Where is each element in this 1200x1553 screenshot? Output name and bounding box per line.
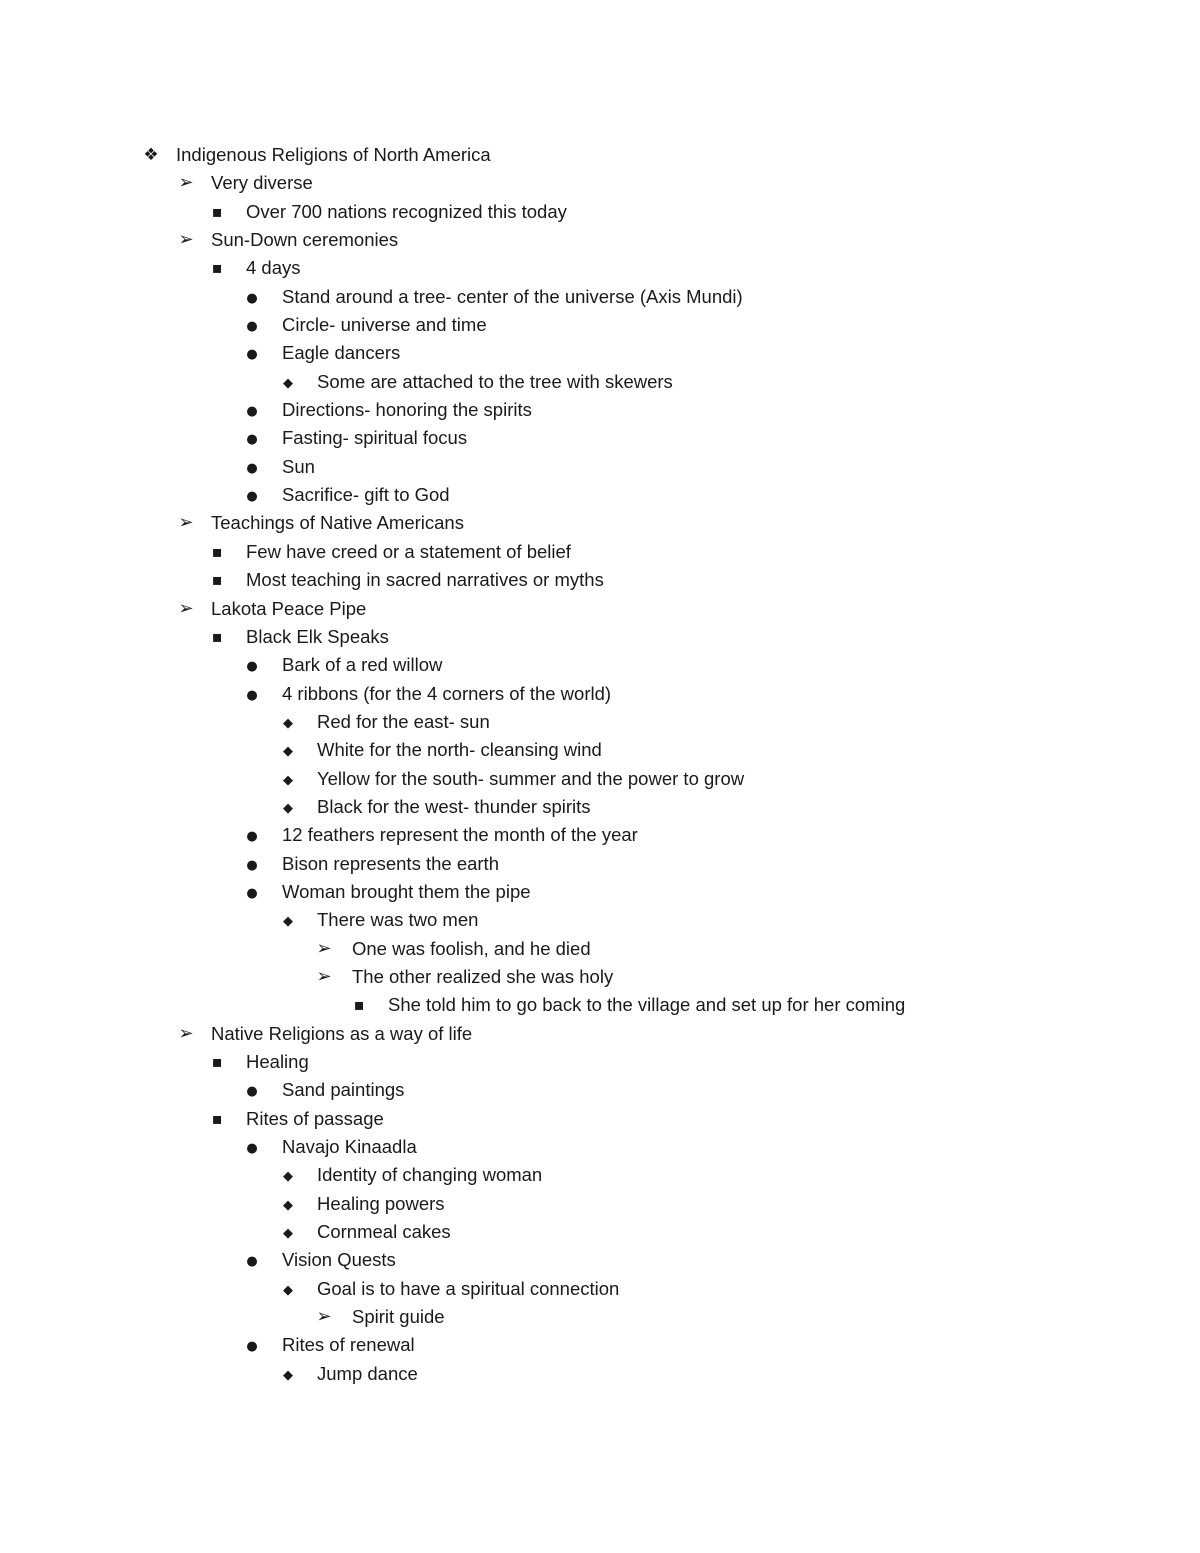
outline-item [0,254,1200,282]
diamond-bullet-icon [277,1275,299,1305]
round-bullet-icon [241,1331,263,1361]
outline-item [0,623,1200,651]
outline-item-text: The other realized she was holy [352,965,614,987]
outline-item-text: Over 700 nations recognized this today [246,200,567,222]
outline-item [0,1190,1200,1218]
outline-item [0,793,1200,821]
outline-item [0,708,1200,736]
outline-item-text: Black Elk Speaks [246,625,389,647]
outline-item-text: Healing [246,1051,309,1072]
bullet-outline [0,141,1200,1388]
outline-item-text: White for the north- cleansing wind [317,739,602,761]
outline-item [0,651,1200,679]
outline-item [0,1275,1200,1303]
outline-item-text: 4 days [246,257,301,279]
four-diamond-star-bullet-icon [140,141,162,169]
outline-item-text: Navajo Kinaadla [282,1136,417,1158]
diamond-bullet-icon [277,1360,299,1390]
outline-item-text: Indigenous Religions of North America [176,144,491,165]
round-bullet-icon [241,481,263,511]
outline-item [0,595,1200,623]
round-bullet-icon [241,453,263,483]
outline-item-text: Sand paintings [282,1079,405,1101]
arrowhead-bullet-icon [175,595,197,623]
round-bullet-icon [241,878,263,908]
outline-item [0,878,1200,906]
outline-item-text: Sacrifice- gift to God [282,484,450,506]
outline-item-text: Rites of renewal [282,1334,415,1356]
diamond-bullet-icon [277,708,299,738]
diamond-bullet-icon [277,736,299,766]
square-bullet-icon [206,198,228,226]
outline-item [0,509,1200,537]
arrowhead-bullet-icon [313,1303,335,1331]
square-bullet-icon [206,623,228,651]
outline-item-text: Spirit guide [352,1306,445,1328]
outline-item [0,1076,1200,1104]
outline-item [0,963,1200,991]
outline-item-text: 12 feathers represent the month of the year [282,824,638,846]
outline-item [0,1133,1200,1161]
outline-item [0,935,1200,963]
outline-item-text: Cornmeal cakes [317,1221,451,1243]
outline-item-text: 4 ribbons (for the 4 corners of the world) [282,682,612,704]
outline-item-text: Sun-Down ceremonies [211,229,399,251]
outline-item-text: Some are attached to the tree with skewers [317,370,673,392]
outline-item-text: Black for the west- thunder spirits [317,795,591,817]
diamond-bullet-icon [277,1218,299,1248]
outline-item-text: Eagle dancers [282,342,401,364]
round-bullet-icon [241,1246,263,1276]
round-bullet-icon [241,311,263,341]
arrowhead-bullet-icon [313,935,335,963]
arrowhead-bullet-icon [175,226,197,254]
round-bullet-icon [241,850,263,880]
round-bullet-icon [241,1133,263,1163]
diamond-bullet-icon [277,765,299,795]
outline-item [0,765,1200,793]
outline-item [0,850,1200,878]
outline-item [0,1331,1200,1359]
outline-item-text: Bison represents the earth [282,852,499,874]
round-bullet-icon [241,396,263,426]
outline-item-text: Native Religions as a way of life [211,1022,473,1044]
outline-item-text: Yellow for the south- summer and the power to grow [317,767,745,789]
round-bullet-icon [241,283,263,313]
outline-item-text: Fasting- spiritual focus [282,427,468,449]
diamond-bullet-icon [277,1190,299,1220]
square-bullet-icon [206,538,228,566]
arrowhead-bullet-icon [313,963,335,991]
outline-item-text: Directions- honoring the spirits [282,399,532,421]
square-bullet-icon [206,1048,228,1076]
outline-item [0,141,1200,169]
outline-item [0,1218,1200,1246]
outline-item-text: Rites of passage [246,1107,384,1129]
outline-item-text: Lakota Peace Pipe [211,597,367,619]
outline-item [0,906,1200,934]
square-bullet-icon [206,566,228,594]
outline-item [0,396,1200,424]
outline-item-text: Woman brought them the pipe [282,880,531,902]
outline-item-text: One was foolish, and he died [352,937,591,959]
outline-item-text: Goal is to have a spiritual connection [317,1277,620,1299]
round-bullet-icon [241,424,263,454]
outline-item [0,991,1200,1019]
outline-item [0,481,1200,509]
outline-item [0,424,1200,452]
outline-item [0,1105,1200,1133]
square-bullet-icon [348,991,370,1019]
outline-item [0,1360,1200,1388]
arrowhead-bullet-icon [175,1020,197,1048]
round-bullet-icon [241,651,263,681]
outline-item-text: Vision Quests [282,1249,396,1271]
round-bullet-icon [241,821,263,851]
outline-item [0,339,1200,367]
outline-item-text: Teachings of Native Americans [211,512,464,534]
outline-item-text: Healing powers [317,1192,445,1214]
outline-item [0,311,1200,339]
outline-item-text: She told him to go back to the village and set up for her coming [388,994,906,1016]
outline-item-text: Identity of changing woman [317,1164,543,1186]
outline-item-text: Red for the east- sun [317,710,490,732]
outline-item-text: Very diverse [211,172,313,194]
outline-item [0,226,1200,254]
outline-item [0,680,1200,708]
outline-item [0,538,1200,566]
round-bullet-icon [241,680,263,710]
outline-item-text: Stand around a tree- center of the universe (Axis Mundi) [282,285,743,307]
outline-item [0,169,1200,197]
outline-item [0,821,1200,849]
outline-item [0,198,1200,226]
outline-item-text: Few have creed or a statement of belief [246,540,571,562]
square-bullet-icon [206,254,228,282]
outline-item [0,1246,1200,1274]
diamond-bullet-icon [277,906,299,936]
outline-item [0,566,1200,594]
round-bullet-icon [241,339,263,369]
outline-item-text: Bark of a red willow [282,654,443,676]
square-bullet-icon [206,1105,228,1133]
outline-item [0,736,1200,764]
round-bullet-icon [241,1076,263,1106]
outline-item [0,1020,1200,1048]
outline-item-text: Most teaching in sacred narratives or myths [246,569,604,591]
outline-item [0,1303,1200,1331]
outline-item-text: Circle- universe and time [282,314,487,336]
outline-item [0,1161,1200,1189]
outline-item-text: Sun [282,455,315,477]
diamond-bullet-icon [277,793,299,823]
diamond-bullet-icon [277,368,299,398]
outline-item [0,1048,1200,1076]
outline-item [0,368,1200,396]
arrowhead-bullet-icon [175,509,197,537]
outline-item [0,283,1200,311]
outline-item-text: There was two men [317,909,479,931]
arrowhead-bullet-icon [175,169,197,197]
outline-item [0,453,1200,481]
outline-item-text: Jump dance [317,1362,418,1384]
diamond-bullet-icon [277,1161,299,1191]
